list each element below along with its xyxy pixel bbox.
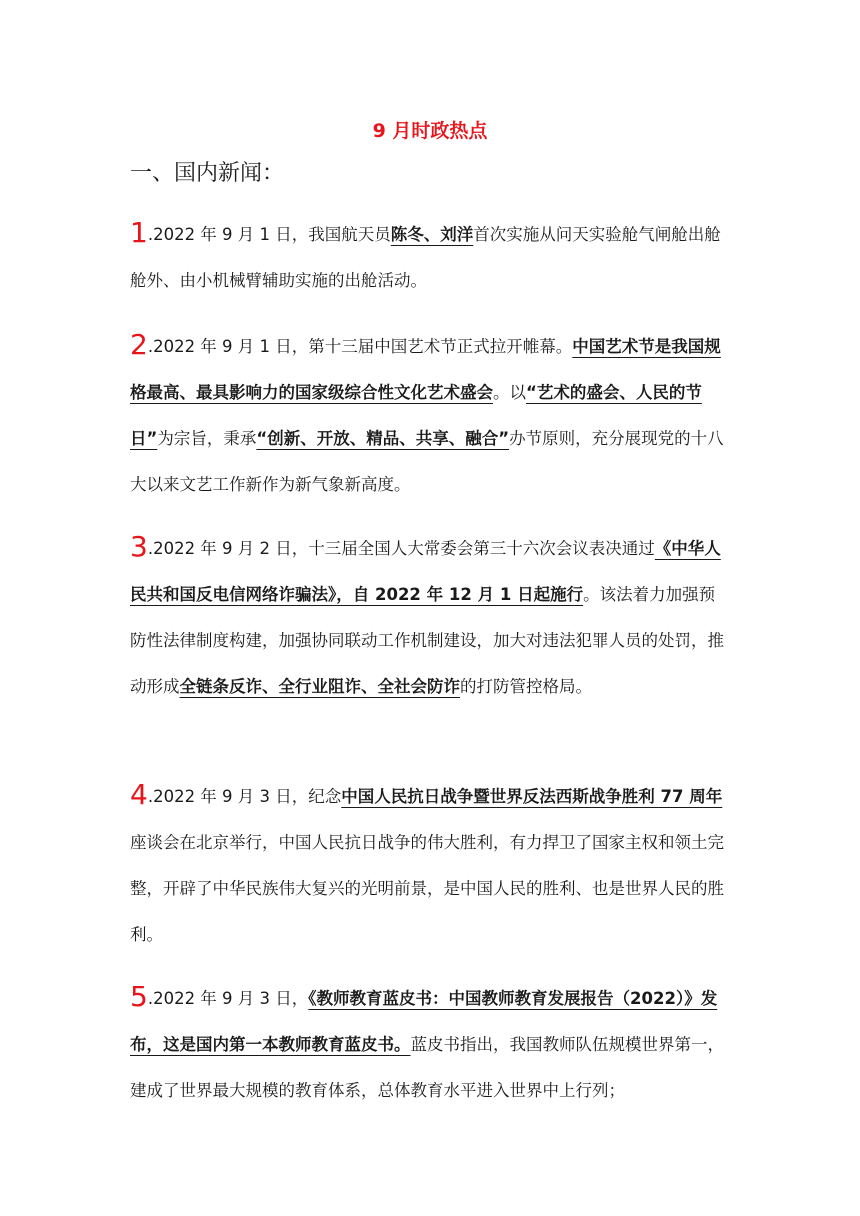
item-text: 的打防管控格局。 xyxy=(460,677,592,696)
item-text: .2022 年 9 月 2 日，十三届全国人大常委会第三十六次会议表决通过 xyxy=(147,539,655,558)
item-text: 。以 xyxy=(493,383,526,402)
item-text: 蓝皮书指出，我国教师队伍规模世界第一，建成了世界最大规模的教育体系，总体教育水平进入世界中上行列； xyxy=(130,1035,724,1100)
item-highlight: 中国艺术节是我国规格最高、最具影响力的国家级综合性文化艺术盛会 xyxy=(130,337,721,402)
item-number: 5 xyxy=(130,980,148,1013)
item-text: .2022 年 9 月 3 日， xyxy=(147,989,309,1008)
item-number: 1 xyxy=(130,216,148,249)
item-highlight: 陈冬、刘洋 xyxy=(390,225,474,244)
news-item-1 xyxy=(130,210,730,304)
section-heading: 一、国内新闻： xyxy=(130,161,285,186)
item-text: 为宗旨，秉承 xyxy=(157,429,257,448)
item-highlight: 中国人民抗日战争暨世界反法西斯战争胜利 77 周年 xyxy=(341,787,723,806)
news-item-3 xyxy=(130,524,730,710)
item-text: 座谈会在北京举行，中国人民抗日战争的伟大胜利，有力捍卫了国家主权和领土完整，开辟了中华民族伟大复兴的光明前景，是中国人民的胜利、也是世界人民的胜利。 xyxy=(130,833,724,944)
item-text: 。该法着力加强预防性法律制度构建，加强协同联动工作机制建设，加大对违法犯罪人员的处罚，推动形成 xyxy=(130,585,724,696)
item-number: 4 xyxy=(130,778,148,811)
news-item-2 xyxy=(130,322,730,508)
item-highlight: 《教师教育蓝皮书：中国教师教育发展报告（2022）》发布，这是国内第一本教师教育蓝皮书。 xyxy=(130,989,718,1054)
item-text: .2022 年 9 月 1 日，第十三届中国艺术节正式拉开帷幕。 xyxy=(147,337,573,356)
news-item-4 xyxy=(130,772,730,958)
item-highlight: “创新、开放、精品、共享、融合” xyxy=(256,429,510,448)
item-text: .2022 年 9 月 1 日，我国航天员 xyxy=(147,225,391,244)
item-text: 首次实施从问天实验舱气闸舱出舱舱外、由小机械臂辅助实施的出舱活动。 xyxy=(130,225,721,290)
item-text: .2022 年 9 月 3 日，纪念 xyxy=(147,787,342,806)
item-text: 办节原则，充分展现党的十八大以来文艺工作新作为新气象新高度。 xyxy=(130,429,724,494)
item-highlight: 全链条反诈、全行业阻诈、全社会防诈 xyxy=(179,677,460,696)
item-number: 2 xyxy=(130,328,148,361)
item-number: 3 xyxy=(130,530,148,563)
news-item-5 xyxy=(130,974,730,1114)
item-highlight: “艺术的盛会、人民的节日” xyxy=(130,383,702,448)
item-highlight: 《中华人民共和国反电信网络诈骗法》，自 2022 年 12 月 1 日起施行 xyxy=(130,539,721,604)
document-title: 9 月时政热点 xyxy=(372,120,488,142)
